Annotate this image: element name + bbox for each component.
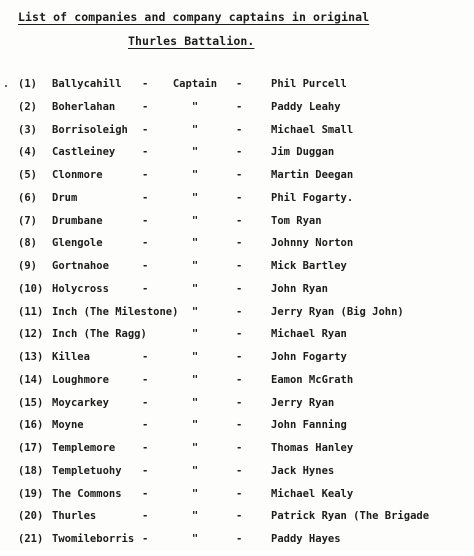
row-dash: - xyxy=(236,533,243,545)
company-name: Holycross xyxy=(52,282,109,295)
company-name: Drumbane xyxy=(52,214,103,227)
captain-name: Michael Small xyxy=(271,123,354,136)
company-name: Templetuohy xyxy=(52,464,122,477)
company-name: Drum xyxy=(52,191,78,204)
company-list xyxy=(0,78,474,556)
list-item xyxy=(0,260,474,283)
row-dash: - xyxy=(142,510,149,523)
captain-name: Tom Ryan xyxy=(271,214,322,227)
row-number: (3) xyxy=(18,123,37,136)
row-dash: - xyxy=(142,419,149,432)
row-dash: - xyxy=(236,373,243,386)
captain-name: Johnny Norton xyxy=(271,237,354,250)
list-item xyxy=(0,488,474,511)
row-number: (8) xyxy=(18,237,37,250)
role-label: " xyxy=(191,169,199,181)
role-label: Captain xyxy=(172,78,218,90)
role-label: " xyxy=(191,191,199,204)
list-item xyxy=(0,510,474,533)
company-name: Gortnahoe xyxy=(52,260,109,272)
captain-name: Mick Bartley xyxy=(271,260,347,272)
row-dash: - xyxy=(142,396,149,409)
list-item xyxy=(0,306,474,329)
row-dash: - xyxy=(236,260,243,272)
row-dash: - xyxy=(142,442,149,454)
row-number: (2) xyxy=(18,100,37,113)
list-item xyxy=(0,442,474,465)
row-dash: - xyxy=(142,533,149,545)
role-label: " xyxy=(191,373,199,386)
company-name: Moycarkey xyxy=(52,396,109,409)
company-name: Loughmore xyxy=(52,373,109,386)
list-item xyxy=(0,78,474,101)
document-title-line-1: List of companies and company captains in original xyxy=(18,10,370,24)
company-name: Castleiney xyxy=(52,146,116,159)
row-dash: - xyxy=(142,146,149,159)
list-item xyxy=(0,397,474,420)
role-label: " xyxy=(191,396,199,409)
row-number: (4) xyxy=(18,146,37,159)
list-item xyxy=(0,351,474,374)
row-dash: - xyxy=(236,214,243,227)
role-label: " xyxy=(191,305,199,318)
company-name: Inch (The Milestone) xyxy=(52,305,179,318)
row-dash: - xyxy=(236,328,243,341)
captain-name: Jim Duggan xyxy=(271,146,335,159)
list-item xyxy=(0,374,474,397)
list-item xyxy=(0,215,474,238)
role-label: " xyxy=(191,100,199,113)
role-label: " xyxy=(191,351,199,363)
row-number: (5) xyxy=(18,169,37,181)
row-number: (13) xyxy=(18,351,44,363)
row-dash: - xyxy=(236,419,243,432)
row-dash: - xyxy=(236,396,243,409)
role-label: " xyxy=(191,214,199,227)
row-dash: - xyxy=(142,237,149,250)
company-name: Inch (The Ragg) xyxy=(52,328,147,341)
row-dash: - xyxy=(142,100,149,113)
role-label: " xyxy=(191,419,199,432)
row-dash: - xyxy=(142,351,149,363)
row-dash: - xyxy=(142,260,149,272)
company-name: Twomileborris xyxy=(52,533,135,545)
row-dash: - xyxy=(142,78,149,90)
role-label: " xyxy=(191,237,199,250)
company-name: Killea xyxy=(52,351,90,363)
list-item xyxy=(0,328,474,351)
captain-name: John Ryan xyxy=(271,282,328,295)
company-name: Clonmore xyxy=(52,169,103,181)
row-dash: - xyxy=(142,214,149,227)
role-label: " xyxy=(191,533,199,545)
row-number: (1) xyxy=(18,78,37,90)
role-label: " xyxy=(191,442,199,454)
row-dash: - xyxy=(236,487,243,500)
captain-name: Phil Fogarty. xyxy=(271,191,354,204)
captain-name: Jerry Ryan xyxy=(271,396,335,409)
row-dash: - xyxy=(236,169,243,181)
row-dash: - xyxy=(236,282,243,295)
row-dash: - xyxy=(236,237,243,250)
captain-name: Jerry Ryan (Big John) xyxy=(271,305,404,318)
company-name: Borrisoleigh xyxy=(52,123,128,136)
row-dash: - xyxy=(236,464,243,477)
role-label: " xyxy=(191,146,199,159)
row-number: (12) xyxy=(18,328,44,341)
row-dash: - xyxy=(142,373,149,386)
list-item xyxy=(0,533,474,556)
captain-name: Paddy Leahy xyxy=(271,100,341,113)
company-name: Boherlahan xyxy=(52,100,116,113)
row-dash: - xyxy=(236,146,243,159)
row-number: (21) xyxy=(18,533,44,545)
company-name: Thurles xyxy=(52,510,97,523)
row-dash: - xyxy=(142,464,149,477)
list-item xyxy=(0,124,474,147)
row-number: (7) xyxy=(18,214,37,227)
row-dash: - xyxy=(236,351,243,363)
role-label: " xyxy=(191,123,199,136)
company-name: Templemore xyxy=(52,442,116,454)
captain-name: John Fanning xyxy=(271,419,347,432)
row-dash: - xyxy=(142,169,149,181)
captain-name: Phil Purcell xyxy=(271,78,347,90)
list-item xyxy=(0,465,474,488)
row-number: (6) xyxy=(18,191,37,204)
row-number: (18) xyxy=(18,464,44,477)
row-dash: - xyxy=(142,487,149,500)
row-number: (16) xyxy=(18,419,44,432)
row-dash: - xyxy=(236,100,243,113)
captain-name: Michael Ryan xyxy=(271,328,347,341)
captain-name: Paddy Hayes xyxy=(271,533,341,545)
company-name: The Commons xyxy=(52,487,122,500)
row-number: (17) xyxy=(18,442,44,454)
captain-name: Jack Hynes xyxy=(271,464,335,477)
row-dash: - xyxy=(142,191,149,204)
row-dash: - xyxy=(236,510,243,523)
row-number: (19) xyxy=(18,487,44,500)
captain-name: Eamon McGrath xyxy=(271,373,354,386)
captain-name: John Fogarty xyxy=(271,351,347,363)
row-number: (14) xyxy=(18,373,44,386)
row-number: (10) xyxy=(18,282,44,295)
row-number: (9) xyxy=(18,260,37,272)
role-label: " xyxy=(191,510,199,523)
list-item xyxy=(0,419,474,442)
company-name: Moyne xyxy=(52,419,84,432)
list-item xyxy=(0,192,474,215)
role-label: " xyxy=(191,282,199,295)
captain-name: Patrick Ryan (The Brigade xyxy=(271,510,430,523)
row-number: (11) xyxy=(18,305,44,318)
list-item xyxy=(0,146,474,169)
row-dash: - xyxy=(236,123,243,136)
list-item xyxy=(0,237,474,260)
row-number: (20) xyxy=(18,510,44,523)
role-label: " xyxy=(191,328,199,341)
role-label: " xyxy=(191,260,199,272)
row-dash: - xyxy=(236,305,243,318)
captain-name: Martin Deegan xyxy=(271,169,354,181)
row-number: (15) xyxy=(18,396,44,409)
row-dash: - xyxy=(142,123,149,136)
row-dash: - xyxy=(236,191,243,204)
list-item xyxy=(0,169,474,192)
role-label: " xyxy=(191,487,199,500)
company-name: Glengole xyxy=(52,237,103,250)
list-item xyxy=(0,101,474,124)
list-item xyxy=(0,283,474,306)
row-dash: - xyxy=(142,282,149,295)
document-title-line-2: Thurles Battalion. xyxy=(128,34,255,48)
captain-name: Michael Kealy xyxy=(271,487,354,500)
role-label: " xyxy=(191,464,199,477)
row-dash: - xyxy=(236,78,243,90)
captain-name: Thomas Hanley xyxy=(271,442,354,454)
company-name: Ballycahill xyxy=(52,78,122,90)
row-dash: - xyxy=(236,442,243,454)
